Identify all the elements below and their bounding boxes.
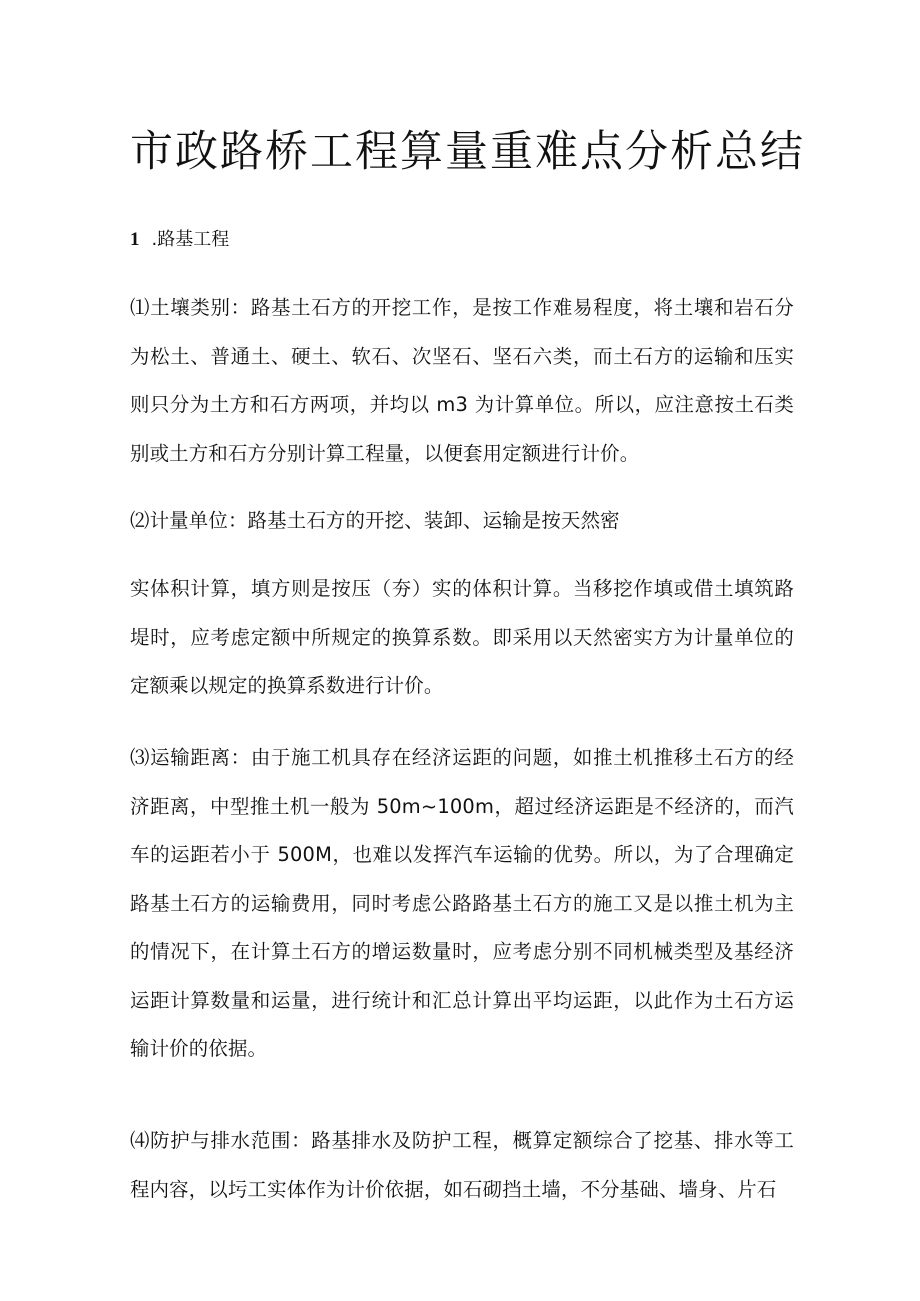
paragraph-transport-distance: ⑶运输距离：由于施工机具存在经济运距的问题，如推土机推移土石方的经济距离，中型推土机一般为 50m~100m，超过经济运距是不经济的，而汽车的运距若小于 500M，也难以发挥汽车运输的优势。所以，为了合理确定路基土石方的运输费用，同时考虑公路路基土石方的施工又是以推土机为主的情况下，在计算土石方的增运数量时，应考虑分别不同机械类型及基经济运距计算数量和运量，进行统计和汇总计算出平均运距，以此作为土石方运输计价的依据。 xyxy=(130,746,794,1060)
paragraph-soil-category: ⑴土壤类别：路基土石方的开挖工作，是按工作难易程度，将土壤和岩石分为松土、普通土、硬土、软石、次坚石、坚石六类，而土石方的运输和压实则只分为土方和石方两项，并均以 m3 为计算单位。所以，应注意按土石类别或土方和石方分别计算工程量，以便套用定额进行计价。 xyxy=(130,296,794,465)
document-title: 市政路桥工程算量重难点分析总结 xyxy=(130,127,805,177)
section-number: 1 xyxy=(130,229,140,250)
paragraph-protection-drainage: ⑷防护与排水范围：路基排水及防护工程，概算定额综合了挖基、排水等工程内容，以圬工实体作为计价依据，如石砌挡土墙，不分基础、墙身、片石 xyxy=(130,1129,794,1201)
section-heading-roadbed xyxy=(130,226,229,254)
paragraph-measurement-unit: ⑵计量单位：路基土石方的开挖、装卸、运输是按天然密 xyxy=(130,509,620,532)
paragraph-volume-calculation: 实体积计算，填方则是按压（夯）实的体积计算。当移挖作填或借土填筑路堤时，应考虑定额中所规定的换算系数。即采用以天然密实方为计量单位的定额乘以规定的换算系数进行计价。 xyxy=(130,577,794,697)
section-heading-text: .路基工程 xyxy=(151,229,230,250)
